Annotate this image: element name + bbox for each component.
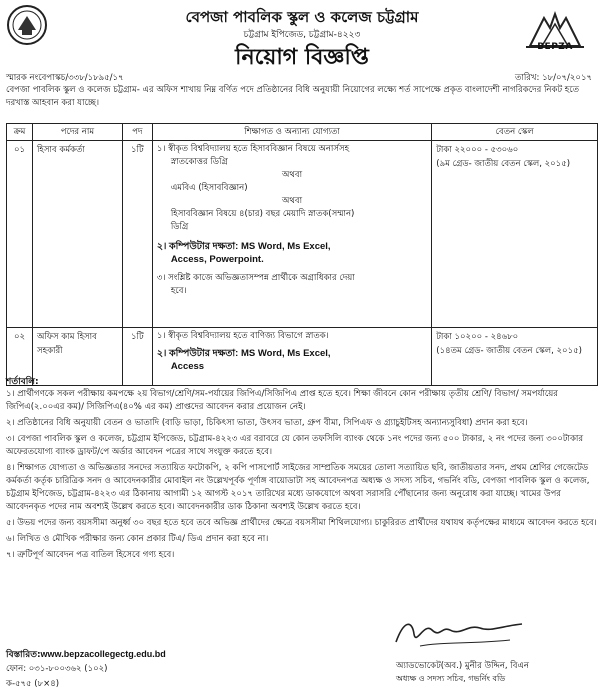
salary-range: টাকা ২২০০০ - ৫৩০৬০ <box>436 145 519 155</box>
salary-grade: (৯ম গ্রেড- জাতীয় বেতন স্কেল, ২০১৫) <box>436 159 571 169</box>
cell-qualification <box>152 141 431 328</box>
cell-sl: ০২ <box>7 328 33 386</box>
cell-salary <box>432 328 598 386</box>
memo-number: স্মারক নংবেপাস্কচ/৩৩৮/১৮৯৫/১৭ <box>6 73 124 83</box>
salary-range: টাকা ১০২০০ - ২৪৬৮০ <box>436 332 519 342</box>
cell-salary <box>432 141 598 328</box>
qual-line: হিসাববিজ্ঞান বিষয়ে ৪(চার) বছর মেয়াদি স্নাতক(সম্মান) <box>170 209 355 219</box>
qual-line: অথবা <box>282 196 303 206</box>
condition-item: ৪। শিক্ষাগত যোগ্যতা ও অভিজ্ঞতার সনদের সত্যায়িত ফটোকপি, ২ কপি পাসপোর্ট সাইজের সাম্প্রতিক সময়ের তোলা সত্যায়িত ছবি, জাতীয়তার সনদ, প্রথম শ্রেণির গেজেটেড কর্মকর্তা কর্তৃক চারিত্রিক সনদ ও আবেদনকারীর মোবাইল নং উল্লেখপূর্বক পূর্ণাঙ্গ বায়োডাটা সহ আবেদনপত্র অধ্যক্ষ ও সদস্য সচিব, গভর্নিং বডি, বেপজা পাবলিক স্কুল ও কলেজ, চট্টগ্রাম ইপিজেড, চট্টগ্রাম-৪২২৩ এর ঠিকানায় আগামী ১২ আগস্ট ২০১৭ তারিখের মধ্যে ডাকযোগে অথবা সরাসরি পৌঁছানোর জন্য অনুরোধ করা যাচ্ছে। খামের উপর আবেদনকৃত পদের নাম অবশ্যই উল্লেখ করতে হবে। আবেদনকারীর ডাক ঠিকানা অবশ্যই উল্লেখ করতে হবে। <box>6 463 590 512</box>
cell-post: হিসাব কর্মকর্তা <box>32 141 122 328</box>
website-line <box>6 647 166 662</box>
website-label: বিস্তারিত: <box>6 650 41 660</box>
qual-line: Access, Powerpoint. <box>170 254 264 265</box>
condition-item: ৫। উভয় পদের জন্য বয়সসীমা অনুর্ধ্ব ৩০ বছর হতে হবে তবে অভিজ্ঞ প্রার্থীদের ক্ষেত্রে বয়সসীমা শিথিলযোগ্য। চাকুরিরত প্রার্থীদের যথাযথ কর্তৃপক্ষের মাধ্যমে আবেদন করতে হবে। <box>6 518 597 528</box>
qual-line: Access <box>170 361 205 372</box>
qual-line: ২। কম্পিউটার দক্ষতা: MS Word, Ms Excel, <box>156 241 331 252</box>
qual-line: ৩। সংশ্লিষ্ট কাজে অভিজ্ঞতাসম্পন্ন প্রার্থীকে অগ্রাধিকার দেয়া <box>156 273 355 283</box>
intro-paragraph: বেপজা পাবলিক স্কুল ও কলেজ চট্টগ্রাম- এর অফিস শাখায় নিম্ন বর্ণিত পদে প্রতিষ্ঠানের বিধি অনুযায়ী নিয়োগের লক্ষ্যে শর্ত সাপেক্ষে প্রকৃত বাংলাদেশী নাগরিকদের নিকট হতে দরখাস্ত আহবান করা যাচ্ছে। <box>6 85 580 108</box>
header-salary: বেতন স্কেল <box>432 124 598 141</box>
qual-line: ১। স্বীকৃত বিশ্ববিদ্যালয় হতে বাণিজ্য বিভাগে স্নাতক। <box>156 331 329 341</box>
qual-line: অথবা <box>282 170 303 180</box>
qual-line: ২। কম্পিউটার দক্ষতা: MS Word, Ms Excel, <box>156 348 331 359</box>
table-row <box>7 328 598 386</box>
conditions-heading: শর্তাবলি: <box>6 377 39 387</box>
posts-table <box>6 123 598 386</box>
school-name: বেপজা পাবলিক স্কুল ও কলেজ চট্টগ্রাম <box>185 8 419 26</box>
ad-code: ক-৫৭৫ (৮×৪) <box>6 679 60 689</box>
qual-line: স্নাতকোত্তর ডিগ্রি <box>170 157 228 167</box>
phone-number: ফোন: ০৩১-৮০০৩৬২ (১০২) <box>6 664 108 674</box>
condition-item: ২। প্রতিষ্ঠানের বিধি অনুযায়ী বেতন ও ভাতাদি (বাড়ি ভাড়া, চিকিৎসা ভাতা, উৎসব ভাতা, গ্রুপ বীমা, সিপিএফ ও গ্র্যাচুইটিসহ অন্যান্যসুবিধা) প্রদান করা হবে। <box>6 418 528 428</box>
cell-post: অফিস কাম হিসাব সহকারী <box>32 328 122 386</box>
school-address: চট্টগ্রাম ইপিজেড, চট্টগ্রাম-৪২২৩ <box>243 30 361 40</box>
salary-grade: (১৪তম গ্রেড- জাতীয় বেতন স্কেল, ২০১৫) <box>436 346 582 356</box>
condition-item: ১। প্রার্থীগণকে সকল পরীক্ষায় কমপক্ষে ২য় বিভাগ/শ্রেণি/সম-পর্যায়ের জিপিএ/সিজিপিএ প্রাপ্ত হতে হবে। শিক্ষা জীবনে কোন পরীক্ষায় তৃতীয় শ্রেণি/ বিভাগ/ সমপর্যায়ের জিপিএ(২.০০এর কম)/ সিজিপিএ(৪০% এর কম) প্রাপ্তদের আবেদন করার প্রয়োজন নেই। <box>6 389 558 412</box>
header-qualification: শিক্ষাগত ও অন্যান্য যোগ্যতা <box>152 124 431 141</box>
qual-line: হবে। <box>170 286 187 296</box>
cell-sl: ০১ <box>7 141 33 328</box>
condition-item: ৬। লিখিত ও মৌখিক পরীক্ষার জন্য কোন প্রকার টিএ/ ডিএ প্রদান করা হবে না। <box>6 534 269 544</box>
cell-qualification <box>152 328 431 386</box>
header-qty: পদ <box>122 124 152 141</box>
qual-line: ডিগ্রি <box>170 222 189 232</box>
signature-icon <box>390 612 530 656</box>
conditions-list <box>6 388 598 565</box>
qual-line: ১। স্বীকৃত বিশ্ববিদ্যালয় হতে হিসাববিজ্ঞান বিষয়ে অনার্সসহ <box>156 144 350 154</box>
signer-title: অধ্যক্ষ ও সদস্য সচিব, গভর্নিং বডি <box>396 674 506 683</box>
notice-date: তারিখ: ১৮/০৭/২০১৭ <box>514 73 592 83</box>
cell-qty: ১টি <box>122 141 152 328</box>
cell-qty: ১টি <box>122 328 152 386</box>
header-post: পদের নাম <box>32 124 122 141</box>
table-row <box>7 141 598 328</box>
qual-line: এমবিএ (হিসাববিজ্ঞান) <box>170 183 248 193</box>
signer-name: অ্যাডভোকেট(অব.) মুনীর উদ্দিন, বিএন <box>396 661 530 671</box>
table-header-row <box>7 124 598 141</box>
condition-item: ৩। বেপজা পাবলিক স্কুল ও কলেজ, চট্টগ্রাম ইপিজেড, চট্টগ্রাম-৪২২৩ এর বরাবরে যে কোন তফসিলি ব্যাংক থেকে ১নং পদের জন্য ৫০০ টাকার, ২ নং পদের জন্য ৩০০টাকার অফেরতযোগ্য ব্যাংক ড্রাফট/পে অর্ডার আবেদন পত্রের সাথে সংযুক্ত করতে হবে। <box>6 434 584 457</box>
bepza-logo-text: BEPZA <box>537 42 573 52</box>
header-sl: ক্রম <box>7 124 33 141</box>
condition-item: ৭। ত্রুটিপূর্ণ আবেদন পত্র বাতিল হিসেবে গণ্য হবে। <box>6 550 175 560</box>
website-link[interactable]: www.bepzacollegectg.edu.bd <box>40 649 166 659</box>
notice-title: নিয়োগ বিজ্ঞপ্তি <box>235 45 369 70</box>
